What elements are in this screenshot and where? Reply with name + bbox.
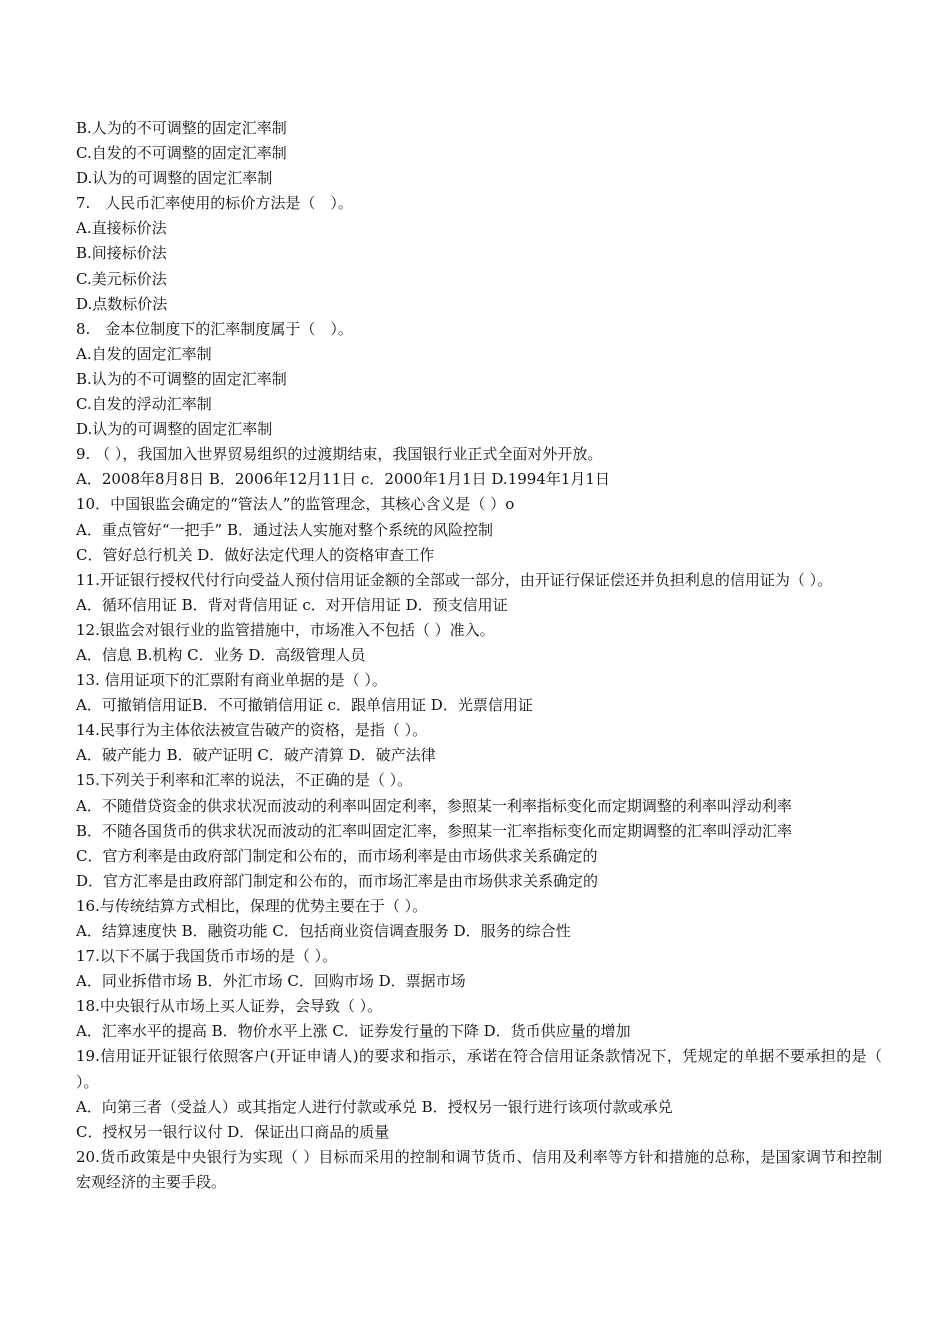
options-q14: A．破产能力 B．破产证明 C．破产清算 D．破产法律 [76, 746, 436, 765]
option-a-q8: A.自发的固定汇率制 [76, 344, 212, 363]
question-11: 11.开证银行授权代付行向受益人预付信用证金额的全部或一部分，由开证行保证偿还并负担利息的信用证为（ ）。 [76, 570, 833, 589]
question-20: 20.货币政策是中央银行为实现（ ）目标而采用的控制和调节货币、信用及利率等方针和措施的总称，是国家调节和控制宏观经济的主要手段。 [76, 1147, 882, 1191]
option-d-q15: D．官方汇率是由政府部门制定和公布的，而市场汇率是由市场供求关系确定的 [76, 871, 599, 890]
option-a-q7: A.直接标价法 [76, 219, 167, 238]
options-q12: A．信息 B.机构 C．业务 D．高级管理人员 [76, 645, 366, 664]
option-b-q7: B.间接标价法 [76, 244, 167, 263]
options-cd-q10: C．管好总行机关 D．做好法定代理人的资格审查工作 [76, 545, 435, 564]
question-16: 16.与传统结算方式相比，保理的优势主要在于（ ）。 [76, 896, 428, 915]
question-13: 13. 信用证项下的汇票附有商业单据的是（ ）。 [76, 671, 387, 690]
options-ab-q19: A．向第三者（受益人）或其指定人进行付款或承兑 B．授权另一银行进行该项付款或承兑 [76, 1097, 673, 1116]
option-c-q15: C．官方利率是由政府部门制定和公布的，而市场利率是由市场供求关系确定的 [76, 846, 598, 865]
option-d-q8: D.认为的可调整的固定汇率制 [76, 420, 273, 439]
options-q9: A．2008年8月8日 B．2006年12月11日 c．2000年1月1日 D.1994年1月1日 [76, 470, 610, 489]
question-18: 18.中央银行从市场上买人证券，会导致（ ）。 [76, 997, 383, 1016]
option-a-q15: A．不随借贷资金的供求状况而波动的利率叫固定利率，参照某一利率指标变化而定期调整的利率叫浮动利率 [76, 796, 792, 815]
question-9: 9. （ ），我国加入世界贸易组织的过渡期结束，我国银行业正式全面对外开放。 [76, 445, 603, 464]
document-page [76, 116, 882, 1195]
option-d-q7: D.点数标价法 [76, 294, 168, 313]
options-q11: A．循环信用证 B．背对背信用证 c．对开信用证 D．预支信用证 [76, 595, 508, 614]
question-19: 19.信用证开证银行依照客户(开证申请人)的要求和指示，承诺在符合信用证条款情况下，凭规定的单据不要承担的是（ ）。 [76, 1047, 882, 1091]
option-b-q15: B．不随各国货币的供求状况而波动的汇率叫固定汇率，参照某一汇率指标变化而定期调整的汇率叫浮动汇率 [76, 821, 793, 840]
options-q18: A．汇率水平的提高 B．物价水平上涨 C．证券发行量的下降 D．货币供应量的增加 [76, 1022, 631, 1041]
question-10: 10．中国银监会确定的“管法人”的监管理念，其核心含义是（ ）o [76, 495, 515, 514]
option-b-q8: B.认为的不可调整的固定汇率制 [76, 369, 287, 388]
options-q16: A．结算速度快 B．融资功能 C．包括商业资信调查服务 D．服务的综合性 [76, 922, 571, 940]
question-14: 14.民事行为主体依法被宣告破产的资格，是指（ ）。 [76, 721, 428, 740]
option-b-q6: B.人为的不可调整的固定汇率制 [76, 119, 287, 137]
question-15: 15.下列关于利率和汇率的说法，不正确的是（ ）。 [76, 771, 413, 790]
options-ab-q10: A．重点管好“一把手” B．通过法人实施对整个系统的风险控制 [76, 520, 493, 539]
question-7: 7. 人民币汇率使用的标价方法是（ ）。 [76, 194, 353, 213]
options-cd-q19: C．授权另一银行议付 D．保证出口商品的质量 [76, 1122, 390, 1141]
question-8: 8. 金本位制度下的汇率制度属于（ ）。 [76, 319, 353, 338]
question-17: 17.以下不属于我国货币市场的是（ ）。 [76, 947, 338, 966]
option-c-q6: C.自发的不可调整的固定汇率制 [76, 144, 287, 163]
option-c-q8: C.自发的浮动汇率制 [76, 395, 212, 414]
option-d-q6: D.认为的可调整的固定汇率制 [76, 169, 273, 188]
question-12: 12.银监会对银行业的监管措施中，市场准入不包括（ ）准入。 [76, 620, 495, 639]
options-q17: A．同业拆借市场 B．外汇市场 C．回购市场 D．票据市场 [76, 972, 466, 991]
option-c-q7: C.美元标价法 [76, 269, 167, 288]
options-q13: A．可撤销信用证B．不可撤销信用证 c．跟单信用证 D．光票信用证 [76, 696, 533, 715]
